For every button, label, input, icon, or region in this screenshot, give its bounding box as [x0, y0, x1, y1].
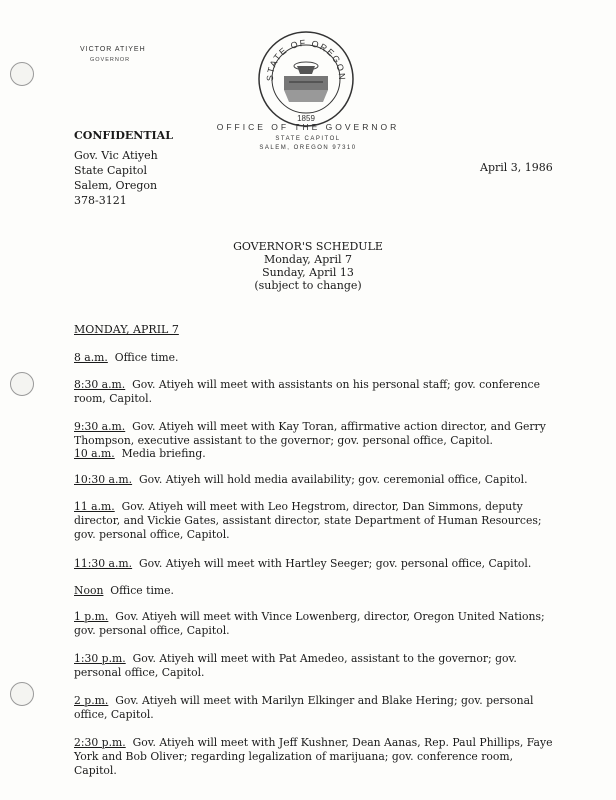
office-city: SALEM, OREGON 97310: [259, 145, 357, 151]
entry-text: Office time.: [114, 351, 179, 364]
schedule-entry: [74, 378, 554, 406]
schedule-entry: [74, 584, 554, 598]
governor-title: GOVERNOR: [90, 57, 131, 63]
day-heading: MONDAY, APRIL 7: [74, 323, 179, 336]
svg-text:STATE OF OREGON: [265, 38, 347, 81]
state-seal-icon: [257, 30, 355, 128]
entry-text: Gov. Atiyeh will meet with Marilyn Elkinger and Blake Hering; gov. personal office, Capitol.: [74, 694, 534, 721]
office-name: OFFICE OF THE GOVERNOR: [216, 122, 400, 132]
schedule-entry: [74, 610, 554, 638]
entry-time: 11:30 a.m.: [74, 557, 133, 570]
entry-time: 10 a.m.: [74, 447, 115, 460]
entry-text: Gov. Atiyeh will meet with assistants on his personal staff; gov. conference room, Capitol.: [74, 378, 540, 405]
entry-text: Gov. Atiyeh will meet with Kay Toran, affirmative action director, and Gerry Thompson, executive assistant to the governor; gov. personal office, Capitol.: [74, 420, 546, 447]
entry-text: Gov. Atiyeh will meet with Jeff Kushner, Dean Aanas, Rep. Paul Phillips, Faye York and Bob Oliver; regarding legalization of marijuana; gov. conference room, Capitol.: [74, 736, 553, 777]
entry-time: 9:30 a.m.: [74, 420, 126, 433]
confidential-label: CONFIDENTIAL: [74, 129, 173, 142]
entry-time: 2:30 p.m.: [74, 736, 126, 749]
seal-top-text: STATE OF OREGON: [264, 37, 348, 82]
office-building: STATE CAPITOL: [275, 136, 341, 142]
governor-name: VICTOR ATIYEH: [80, 46, 146, 53]
schedule-start: Monday, April 7: [263, 253, 353, 266]
entry-text: Gov. Atiyeh will meet with Pat Amedeo, assistant to the governor; gov. personal office, Capitol.: [74, 652, 517, 679]
entry-text: Office time.: [110, 584, 174, 597]
schedule-entry: [74, 351, 554, 365]
schedule-entry: [74, 557, 554, 571]
address-line: Gov. Vic Atiyeh: [74, 149, 158, 162]
state-seal: [257, 30, 355, 128]
address-line: State Capitol: [74, 164, 148, 177]
entry-time: 11 a.m.: [74, 500, 115, 513]
schedule-entry: [74, 500, 554, 542]
entry-text: Gov. Atiyeh will hold media availability; gov. ceremonial office, Capitol.: [138, 473, 528, 486]
entry-time: 1:30 p.m.: [74, 652, 126, 665]
address-line: 378-3121: [74, 194, 127, 207]
entry-text: Gov. Atiyeh will meet with Vince Lowenberg, director, Oregon United Nations; gov. personal office, Capitol.: [74, 610, 545, 637]
office-header: [212, 122, 404, 151]
entry-time: 8 a.m.: [74, 351, 108, 364]
entry-time: 2 p.m.: [74, 694, 109, 707]
letter-date: April 3, 1986: [480, 161, 553, 174]
seal-year: 1859: [297, 114, 315, 123]
schedule-entry: [74, 694, 554, 722]
sender-address: [74, 148, 158, 208]
schedule-heading: [200, 240, 416, 292]
punch-hole: [10, 682, 34, 706]
entry-time: 1 p.m.: [74, 610, 109, 623]
schedule-entry: [74, 447, 554, 461]
schedule-entry: [74, 736, 554, 778]
schedule-title: GOVERNOR'S SCHEDULE: [233, 240, 383, 253]
schedule-entry: [74, 420, 554, 448]
entry-text: Gov. Atiyeh will meet with Leo Hegstrom, director, Dan Simmons, deputy director, and Vickie Gates, assistant director, state Department of Human Resources; gov. personal office, Capitol.: [74, 500, 542, 541]
entry-text: Gov. Atiyeh will meet with Hartley Seeger; gov. personal office, Capitol.: [138, 557, 532, 570]
address-line: Salem, Oregon: [74, 179, 158, 192]
schedule-note: (subject to change): [254, 279, 362, 292]
schedule-entry: [74, 652, 554, 680]
schedule-end: Sunday, April 13: [262, 266, 354, 279]
entry-text: Media briefing.: [121, 447, 206, 460]
entry-time: 8:30 a.m.: [74, 378, 126, 391]
punch-hole: [10, 62, 34, 86]
entry-time: Noon: [74, 584, 104, 597]
schedule-entry: [74, 473, 554, 487]
punch-hole: [10, 372, 34, 396]
entry-time: 10:30 a.m.: [74, 473, 133, 486]
